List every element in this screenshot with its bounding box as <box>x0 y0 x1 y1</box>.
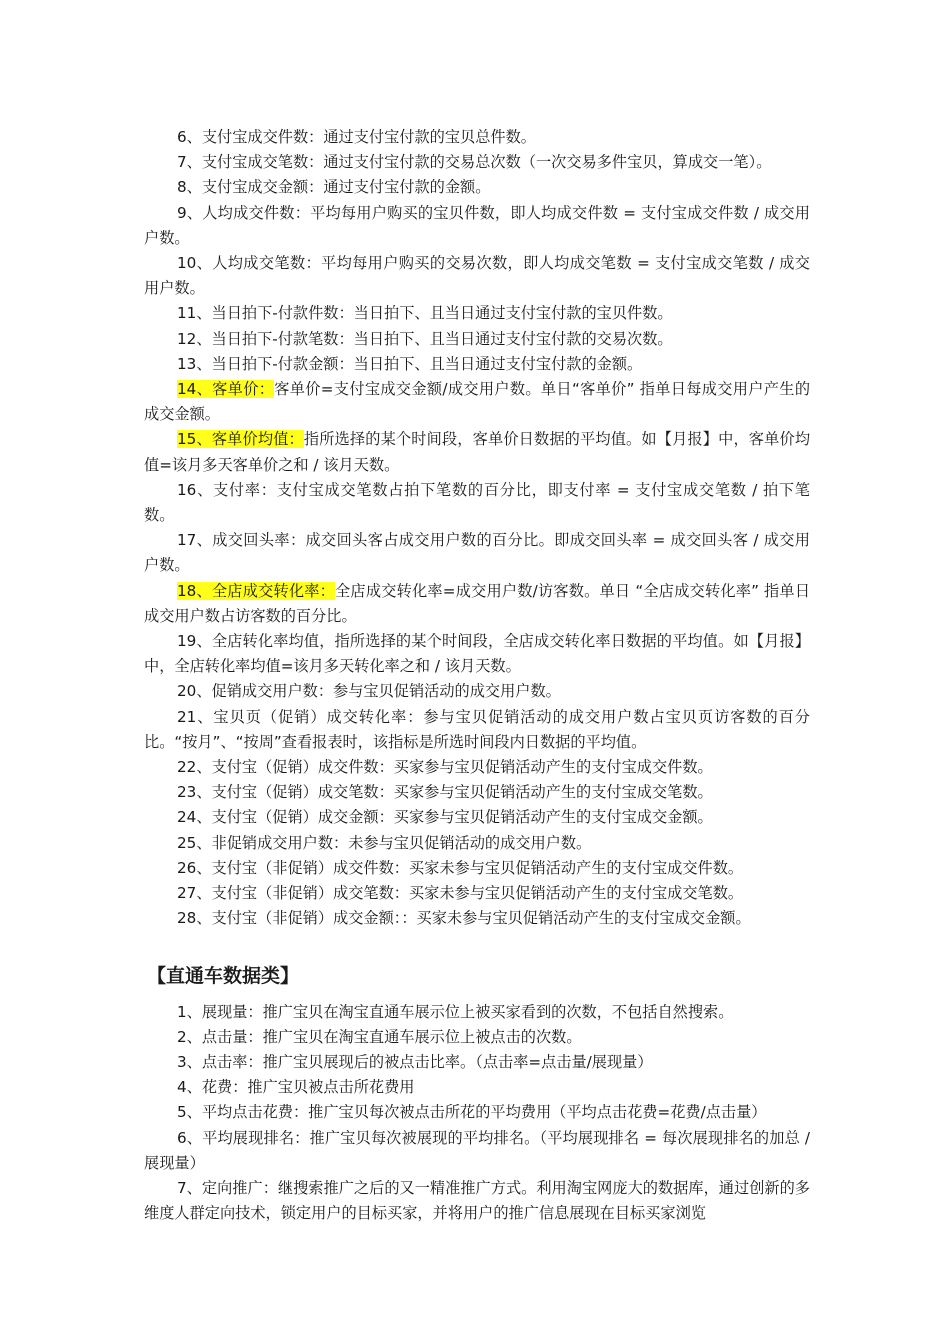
definition-text: 3、点击率：推广宝贝展现后的被点击比率。（点击率=点击量/展现量） <box>177 1052 653 1071</box>
definition-text: 21、宝贝页（促销）成交转化率：参与宝贝促销活动的成交用户数占宝贝页访客数的百分比。“按月”、“按周”查看报表时，该指标是所选时间段内日数据的平均值。 <box>144 707 810 751</box>
definition-text: 20、促销成交用户数：参与宝贝促销活动的成交用户数。 <box>177 682 561 701</box>
definition-paragraph <box>144 755 810 780</box>
definition-paragraph <box>144 1050 810 1075</box>
definition-paragraph <box>144 906 810 931</box>
definition-paragraph <box>144 856 810 881</box>
highlighted-term: 14、客单价： <box>177 380 275 399</box>
definition-text: 27、支付宝（非促销）成交笔数：买家未参与宝贝促销活动产生的支付宝成交笔数。 <box>177 884 744 903</box>
document-content <box>144 125 810 1226</box>
definition-text: 19、全店转化率均值，指所选择的某个时间段，全店成交转化率日数据的平均值。如【月报】中，全店转化率均值=该月多天转化率之和 / 该月天数。 <box>144 632 810 676</box>
definition-paragraph <box>144 478 810 528</box>
definition-text: 16、支付率：支付宝成交笔数占拍下笔数的百分比，即支付率 = 支付宝成交笔数 / 拍下笔数。 <box>144 480 810 525</box>
definition-paragraph <box>144 1126 810 1176</box>
definition-text: 7、支付宝成交笔数：通过支付宝付款的交易总次数（一次交易多件宝贝，算成交一笔）。 <box>177 153 772 172</box>
definition-text: 13、当日拍下-付款金额：当日拍下、且当日通过支付宝付款的金额。 <box>177 354 643 373</box>
definition-paragraph <box>144 1176 810 1226</box>
definition-paragraph <box>144 352 810 377</box>
definition-paragraph <box>144 831 810 856</box>
definition-text: 25、非促销成交用户数：未参与宝贝促销活动的成交用户数。 <box>177 833 592 852</box>
definition-paragraph <box>144 427 810 477</box>
definition-paragraph <box>144 881 810 906</box>
definition-text: 客单价=支付宝成交金额/成交用户数。单日“客单价” 指单日每成交用户产生的成交金额。 <box>144 380 811 424</box>
definition-text: 23、支付宝（促销）成交笔数：买家参与宝贝促销活动产生的支付宝成交笔数。 <box>177 783 713 802</box>
definition-paragraph <box>144 377 810 427</box>
definition-paragraph <box>144 705 810 755</box>
definition-text: 全店成交转化率=成交用户数/访客数。单日 “全店成交转化率” 指单日成交用户数占访客数的百分比。 <box>144 581 811 625</box>
definition-text: 10、人均成交笔数：平均每用户购买的交易次数，即人均成交笔数 = 支付宝成交笔数 / 成交用户数。 <box>144 254 810 298</box>
definition-text: 2、点击量：推广宝贝在淘宝直通车展示位上被点击的次数。 <box>177 1027 582 1046</box>
definition-text: 指所选择的某个时间段，客单价日数据的平均值。如【月报】中，客单价均值=该月多天客单价之和 / 该月天数。 <box>144 430 810 474</box>
highlighted-term: 15、客单价均值： <box>177 430 304 449</box>
highlighted-term: 18、全店成交转化率： <box>177 581 336 600</box>
section-heading: 【直通车数据类】 <box>147 964 300 987</box>
definition-text: 24、支付宝（促销）成交金额：买家参与宝贝促销活动产生的支付宝成交金额。 <box>177 808 713 827</box>
definition-paragraph <box>144 780 810 805</box>
definition-text: 9、人均成交件数：平均每用户购买的宝贝件数，即人均成交件数 = 支付宝成交件数 / 成交用户数。 <box>144 203 810 247</box>
definition-paragraph <box>144 327 810 352</box>
definition-paragraph <box>144 301 810 326</box>
definition-paragraph <box>144 1000 810 1025</box>
definition-paragraph <box>144 150 810 175</box>
definition-text: 26、支付宝（非促销）成交件数：买家未参与宝贝促销活动产生的支付宝成交件数。 <box>177 858 744 877</box>
definition-text: 1、展现量：推广宝贝在淘宝直通车展示位上被买家看到的次数，不包括自然搜索。 <box>177 1002 734 1021</box>
definition-paragraph <box>144 125 810 150</box>
definition-text: 12、当日拍下-付款笔数：当日拍下、且当日通过支付宝付款的交易次数。 <box>177 329 673 348</box>
definition-paragraph <box>144 679 810 704</box>
definition-text: 6、平均展现排名：推广宝贝每次被展现的平均排名。（平均展现排名 = 每次展现排名的加总 / 展现量） <box>144 1128 810 1172</box>
definition-paragraph <box>144 251 810 301</box>
definition-text: 22、支付宝（促销）成交件数：买家参与宝贝促销活动产生的支付宝成交件数。 <box>177 758 713 777</box>
definition-text: 5、平均点击花费：推广宝贝每次被点击所花的平均费用（平均点击花费=花费/点击量） <box>177 1103 767 1122</box>
definition-text: 4、花费：推广宝贝被点击所花费用 <box>177 1078 415 1097</box>
definition-paragraph <box>144 629 810 679</box>
definition-paragraph <box>144 805 810 830</box>
definition-text: 28、支付宝（非促销）成交金额：：买家未参与宝贝促销活动产生的支付宝成交金额。 <box>177 909 751 928</box>
definition-paragraph <box>144 1025 810 1050</box>
through-train-metrics-list <box>144 1000 810 1227</box>
definition-paragraph <box>144 579 810 629</box>
definition-paragraph <box>144 201 810 251</box>
definition-text: 17、成交回头率：成交回头客占成交用户数的百分比。即成交回头率 = 成交回头客 / 成交用户数。 <box>144 531 810 575</box>
definition-paragraph <box>144 1100 810 1125</box>
definition-text: 6、支付宝成交件数：通过支付宝付款的宝贝总件数。 <box>177 128 536 146</box>
definition-paragraph <box>144 175 810 200</box>
definition-text: 7、定向推广：继搜索推广之后的又一精准推广方式。利用淘宝网庞大的数据库，通过创新的多维度人群定向技术，锁定用户的目标买家，并将用户的推广信息展现在目标买家浏览 <box>144 1178 810 1223</box>
store-metrics-list <box>144 125 810 932</box>
definition-text: 11、当日拍下-付款件数：当日拍下、且当日通过支付宝付款的宝贝件数。 <box>177 304 673 323</box>
definition-paragraph <box>144 528 810 578</box>
definition-paragraph <box>144 1075 810 1100</box>
definition-text: 8、支付宝成交金额：通过支付宝付款的金额。 <box>177 178 491 197</box>
